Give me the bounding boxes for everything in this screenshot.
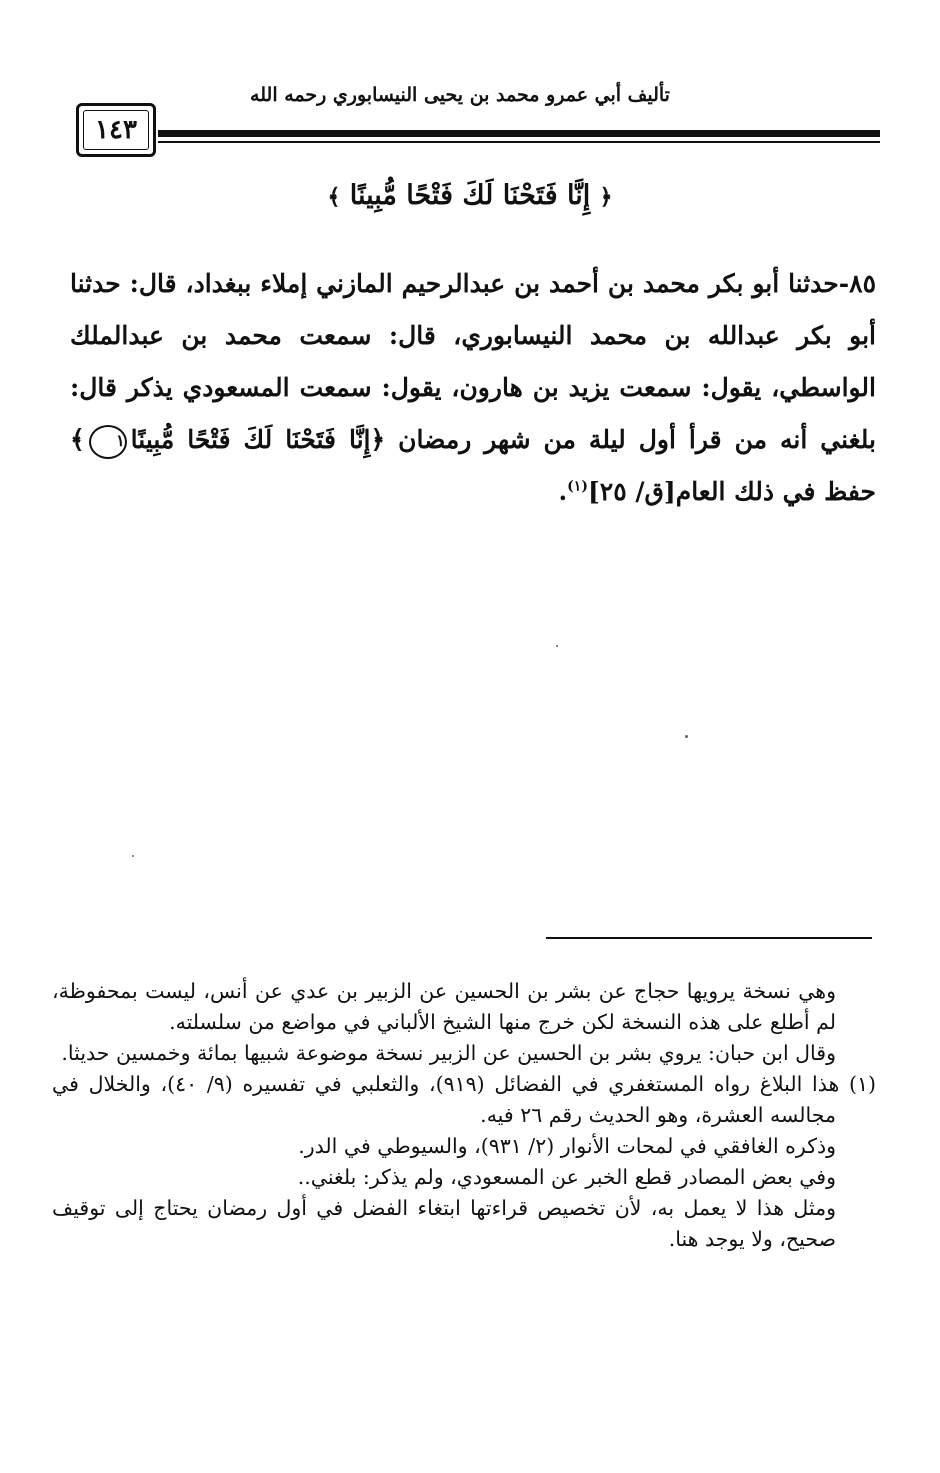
ayah-number-marker: ١ — [89, 425, 127, 459]
footnote-paragraph: وفي بعض المصادر قطع الخبر عن المسعودي، ولم يذكر: بلغني.. — [297, 1165, 836, 1189]
footnote-reference: (١) — [567, 478, 588, 495]
inline-verse-close: ﴾ — [70, 425, 85, 454]
footnote-paragraph: (١) هذا البلاغ رواه المستغفري في الفضائل (٩١٩)، والثعلبي في تفسيره (٩/ ٤٠)، والخلال في مجالسه العشرة، وهو الحديث رقم ٢٦ فيه. — [52, 1072, 876, 1127]
footnote-paragraph: وهي نسخة يرويها حجاج عن بشر بن الحسين عن الزبير بن عدي عن أنس، ليست بمحفوظة، لم أطلع على هذه النسخة لكن خرج منها الشيخ الألباني في مواضع من سلسلته. — [52, 979, 836, 1034]
title-verse-text: إِنَّا فَتَحْنَا لَكَ فَتْحًا مُّبِينًا — [349, 180, 591, 211]
footnotes — [52, 976, 876, 1255]
scan-speck — [556, 645, 558, 647]
hadith-end: . — [558, 477, 568, 506]
hadith-text-part2: حفظ في ذلك العام[ق/ ٢٥] — [587, 477, 876, 506]
header-rule-thin — [158, 141, 880, 143]
inline-verse — [70, 425, 385, 454]
footnote-paragraph: وقال ابن حبان: يروي بشر بن الحسين عن الزبير نسخة موضوعة شبيها بمائة وخمسين حديثا. — [61, 1041, 836, 1065]
ornament-close: ﴾ — [327, 184, 341, 210]
ornament-open: ﴿ — [599, 184, 613, 210]
footnote-paragraph: وذكره الغافقي في لمحات الأنوار (٢/ ٩٣١)، والسيوطي في الدر. — [298, 1134, 836, 1158]
running-title: تأليف أبي عمرو محمد بن يحيى النيسابوري رحمه الله — [250, 84, 670, 106]
scan-speck — [132, 855, 134, 857]
inline-verse-text: إِنَّا فَتَحْنَا لَكَ فَتْحًا مُّبِينًا — [130, 425, 371, 454]
title-verse — [250, 180, 690, 211]
header-rule-thick — [158, 130, 880, 137]
hadith-text-part1: ٨٥-حدثنا أبو بكر محمد بن أحمد بن عبدالرحيم المازني إملاء ببغداد، قال: حدثنا أبو بكر عبدالله بن محمد النيسابوري، قال: سمعت محمد بن عبدالملك الواسطي، يقول: سمعت يزيد بن هارون، يقول: سمعت المسعودي يذكر قال: بلغني أنه من قرأ أول ليلة من شهر رمضان — [70, 269, 876, 454]
footnote-paragraph: ومثل هذا لا يعمل به، لأن تخصيص قراءتها ابتغاء الفضل في أول رمضان يحتاج إلى توقيف صحيح، ولا يوجد هنا. — [52, 1196, 836, 1251]
footnote-separator — [546, 937, 872, 939]
hadith-paragraph — [70, 258, 876, 518]
inline-verse-open: ﴿ — [370, 425, 386, 454]
hadith-text — [70, 258, 876, 518]
page-number: ١٤٣ — [95, 115, 137, 145]
scan-speck — [685, 735, 688, 738]
page-number-box — [76, 103, 156, 157]
